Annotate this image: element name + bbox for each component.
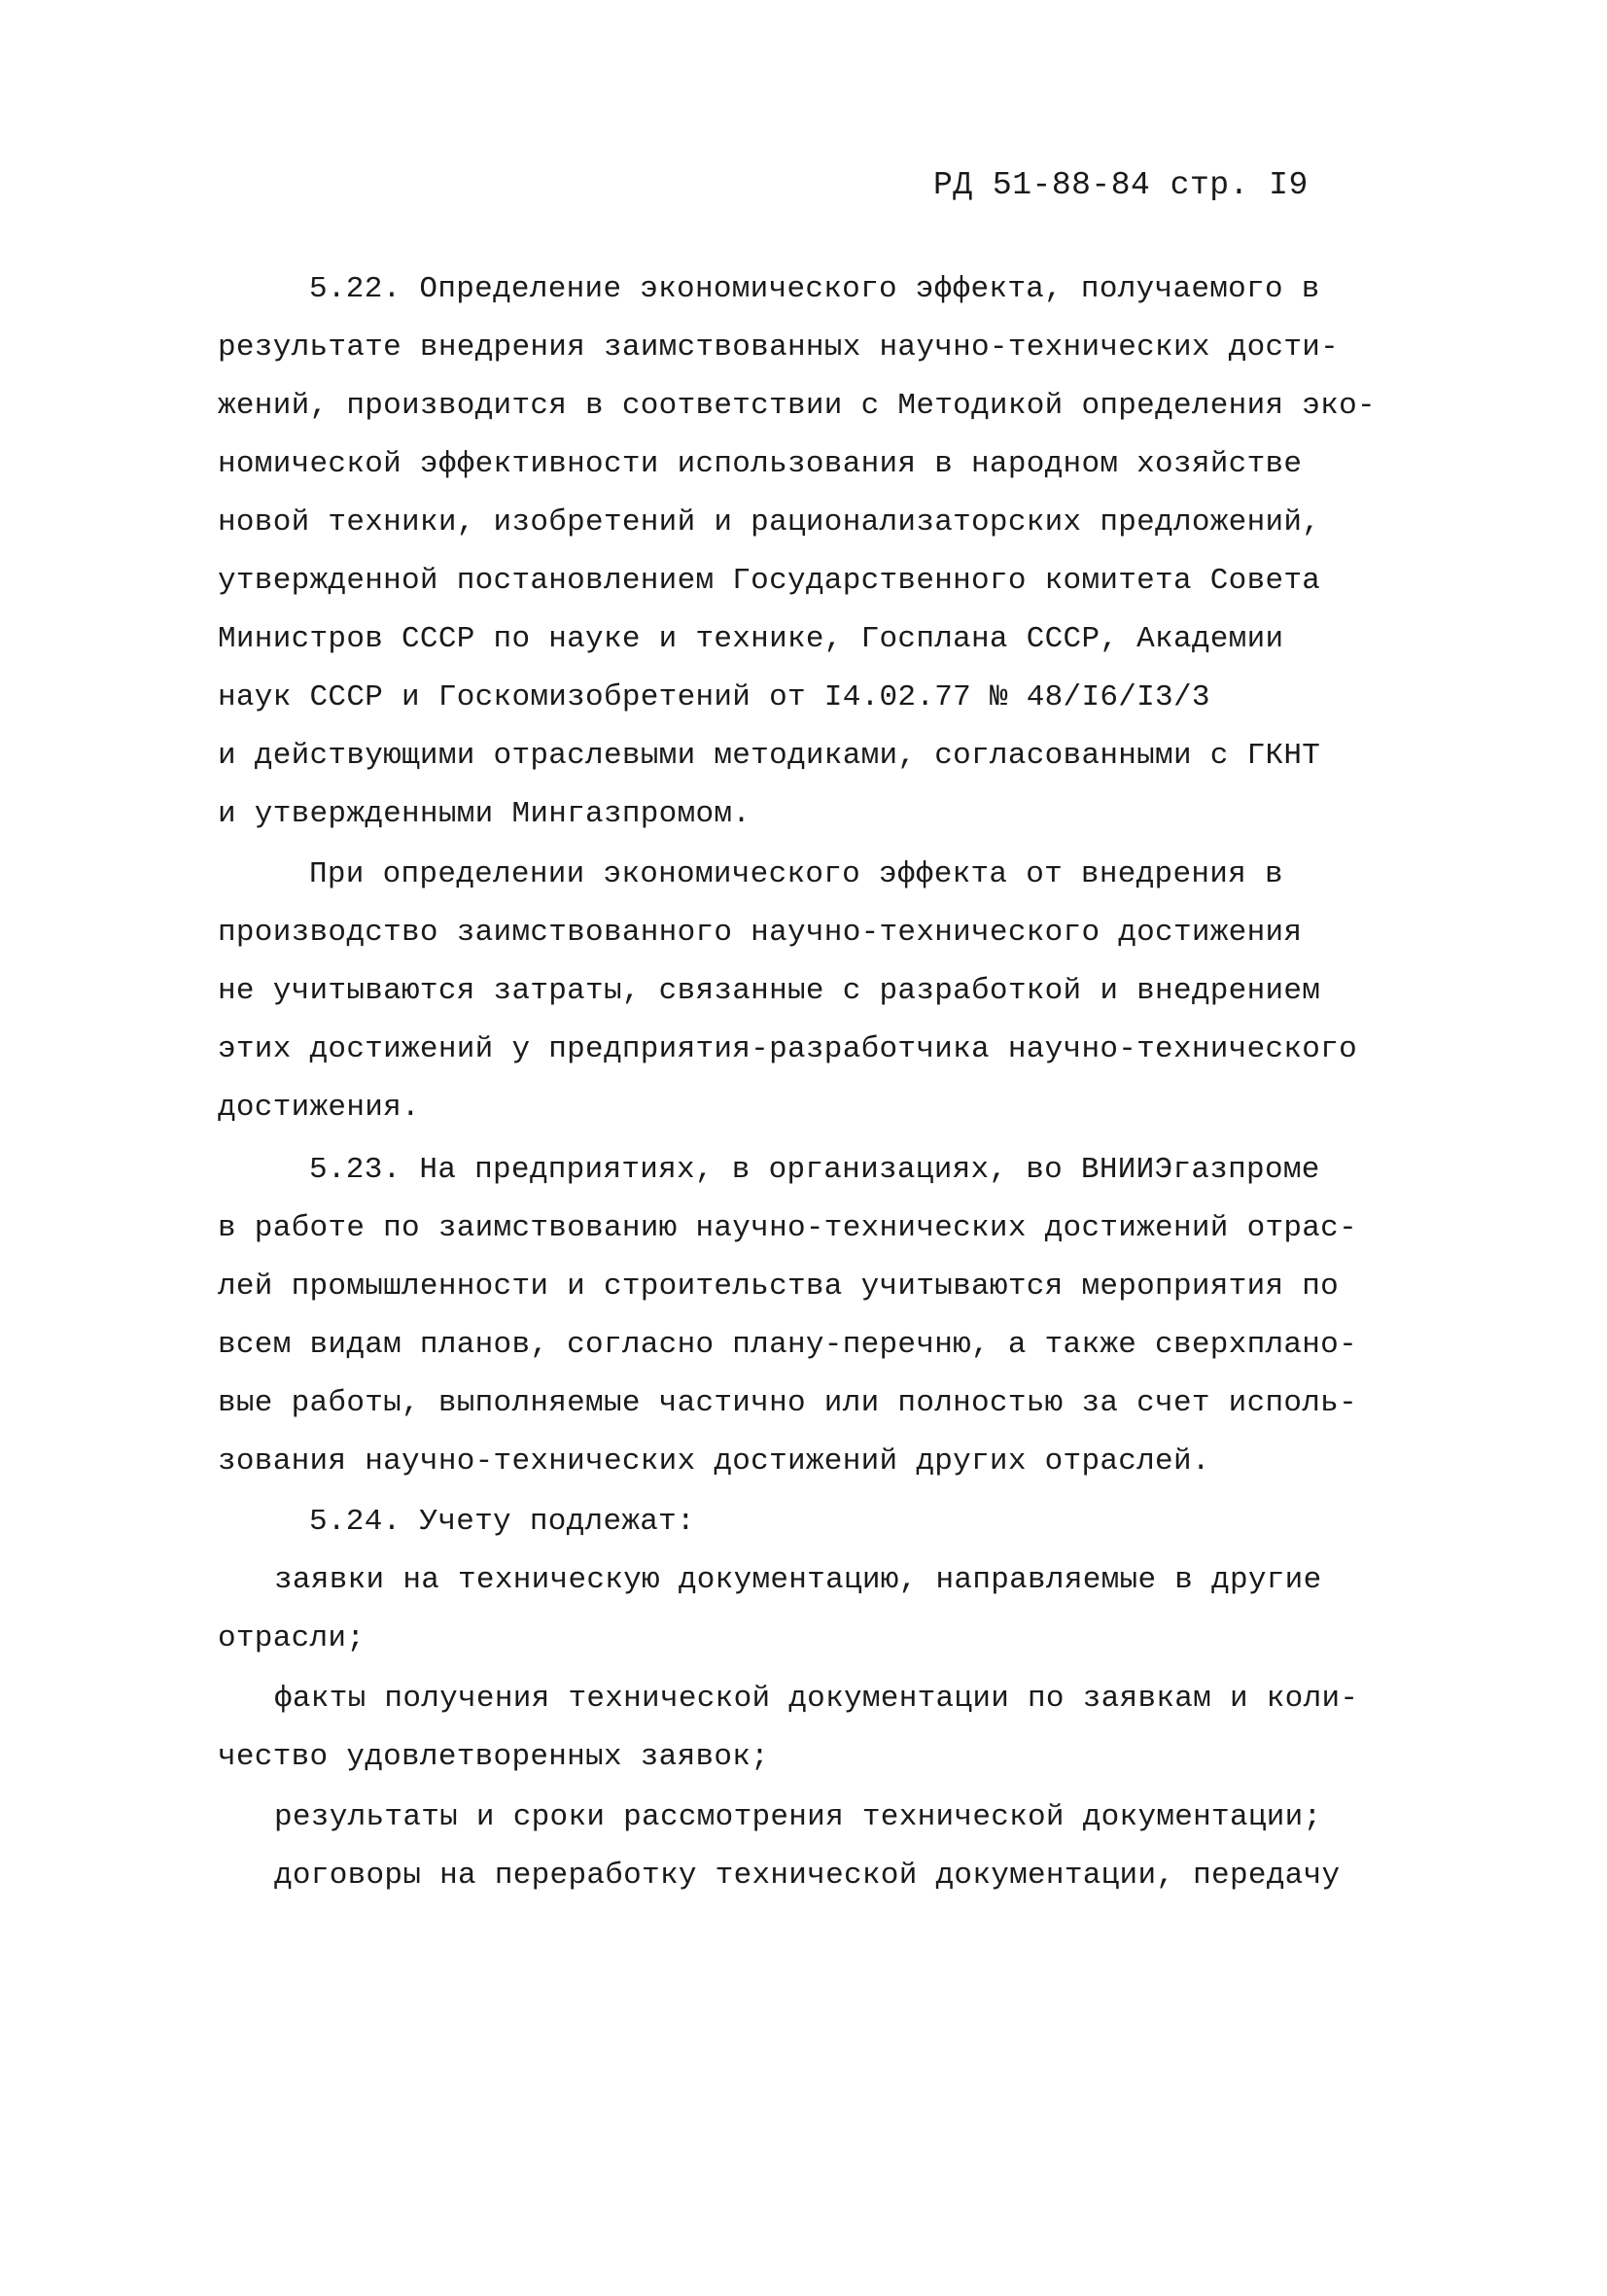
text-line: 5.22. Определение экономического эффекта, получаемого в [309,272,1320,306]
text-line: не учитываются затраты, связанные с разработкой и внедрением [218,974,1321,1008]
page-header: РД 51-88-84 стр. I9 [933,167,1309,203]
text-line: заявки на техническую документацию, направляемые в другие [274,1563,1322,1597]
text-line: вые работы, выполняемые частично или полностью за счет исполь- [218,1386,1357,1420]
text-line: наук СССР и Госкомизобретений от I4.02.77 № 48/I6/I3/3 [218,680,1210,714]
text-line: зования научно-технических достижений других отраслей. [218,1444,1210,1478]
text-line: факты получения технической документации по заявкам и коли- [274,1682,1359,1716]
text-line: чество удовлетворенных заявок; [218,1740,770,1774]
text-line: договоры на переработку технической документации, передачу [274,1859,1341,1893]
text-line: результате внедрения заимствованных научно-технических дости- [218,330,1340,365]
text-line: и утвержденными Мингазпромом. [218,797,751,831]
text-line: утвержденной постановлением Государственного комитета Совета [218,564,1321,598]
text-line: При определении экономического эффекта от внедрения в [309,857,1283,891]
text-line: достижения. [218,1091,420,1125]
text-line: производство заимствованного научно-технического достижения [218,916,1303,950]
text-line: всем видам планов, согласно плану-перечню, а также сверхплано- [218,1328,1357,1362]
text-line: отрасли; [218,1621,366,1655]
text-line: результаты и сроки рассмотрения технической документации; [274,1800,1322,1834]
text-line: новой техники, изобретений и рационализаторских предложений, [218,505,1321,539]
text-line: в работе по заимствованию научно-технических достижений отрас- [218,1211,1357,1245]
text-line: Министров СССР по науке и технике, Госплана СССР, Академии [218,622,1284,656]
text-line: 5.24. Учету подлежат: [309,1505,695,1539]
text-line: этих достижений у предприятия-разработчика научно-технического [218,1032,1357,1066]
text-line: 5.23. На предприятиях, в организациях, во ВНИИЭгазпроме [309,1153,1320,1187]
text-line: лей промышленности и строительства учитываются мероприятия по [218,1270,1340,1304]
text-line: жений, производится в соответствии с Методикой определения эко- [218,389,1376,423]
text-line: и действующими отраслевыми методиками, согласованными с ГКНТ [218,739,1321,773]
text-line: номической эффективности использования в народном хозяйстве [218,447,1303,481]
